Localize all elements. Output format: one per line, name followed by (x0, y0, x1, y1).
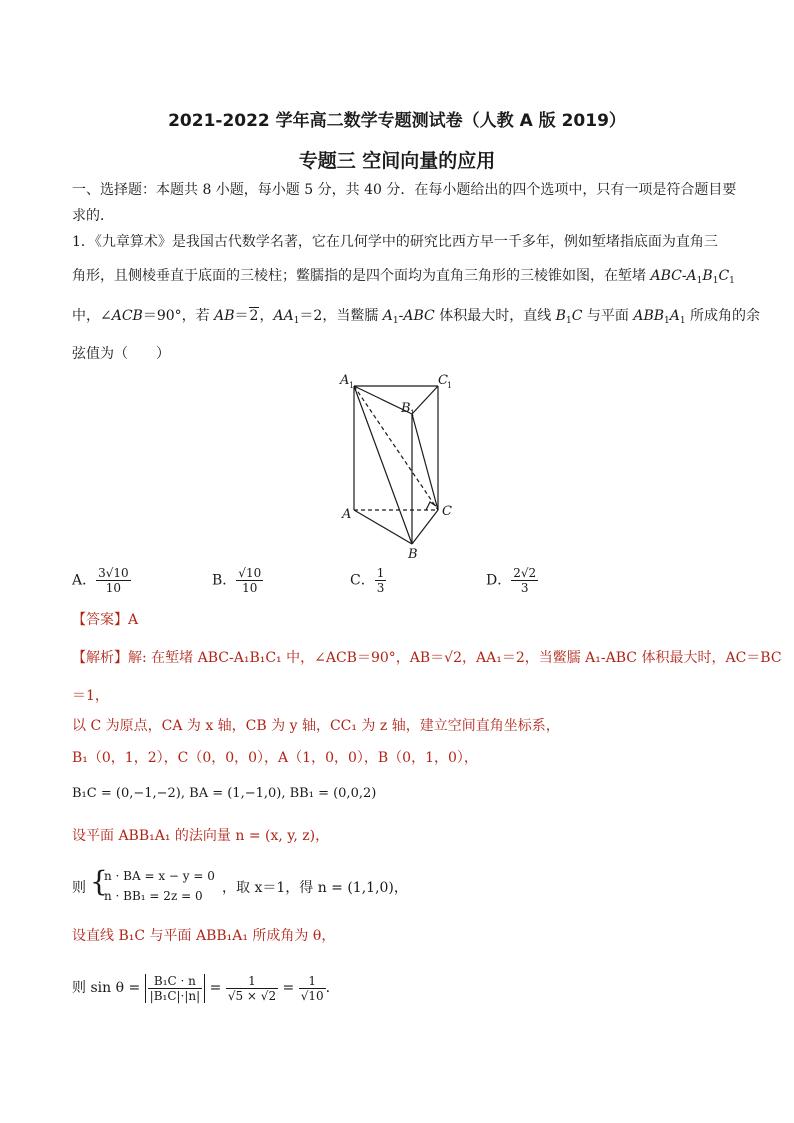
label-a1: A (340, 373, 350, 388)
option-d[interactable]: D． $\frac{2√2}{3}$ (486, 566, 537, 595)
system-bottom: n · BB₁ = 2z = 0 (104, 889, 203, 903)
analysis-sin-formula: 则 sin θ = $\frac{\text{B₁C · n}}{\text{|B₁C|·|n|}}$ = $\frac{1}{√5 \times √2}$ = $\frac{1}{√10}$ . (72, 973, 331, 1003)
question-1-line4: 弦值为（ ） (72, 346, 170, 362)
analysis-angle-def: 设直线 B₁C 与平面 ABB₁A₁ 所成角为 θ， (72, 928, 336, 944)
answer-label: 【答案】A (72, 612, 139, 628)
analysis-vectors: B₁C = (0,−1,−2), BA = (1,−1,0), BB₁ = (0,0,2) (72, 786, 377, 801)
analysis-system (104, 866, 215, 906)
right-angle-mark (426, 502, 436, 510)
page-subtitle: 专题三 空间向量的应用 (298, 150, 496, 172)
edge-b1-c (412, 414, 438, 510)
section-intro-cont: 求的． (72, 208, 114, 224)
label-a1-sub: 1 (349, 381, 355, 390)
option-b[interactable]: B． $\frac{√10}{10}$ (212, 566, 262, 595)
question-1-line2: 角形，且侧棱垂直于底面的三棱柱；鳖臑指的是四个面均为直角三角形的三棱锥如图，在堑堵 ABC-$A_1B_1C_1$ (72, 268, 735, 286)
system-brace: { (90, 865, 108, 898)
question-1-line3: 中，∠ACB＝90°，若 AB＝2，$AA_1=2$，当鳖臑 $A_1$-ABC 体积最大时，直线 $B_1C$ 与平面 $ABB_1A_1$ 所成角的余 (72, 308, 761, 326)
page-title: 2021-2022 学年高二数学专题测试卷（人教 A 版 2019） (168, 111, 626, 131)
analysis-line3: 以 C 为原点，CA 为 x 轴，CB 为 y 轴，CC₁ 为 z 轴，建立空间直角坐标系， (72, 718, 560, 734)
analysis-line1: 【解析】解: 在堑堵 ABC-A₁B₁C₁ 中，∠ACB＝90°，AB＝√2，AA₁＝2，当鳖臑 A₁-ABC 体积最大时，AC＝BC (72, 650, 782, 666)
option-a[interactable]: A． $\frac{3√10}{10}$ (72, 566, 129, 595)
prism-figure (330, 372, 480, 562)
label-b1-sub: 1 (410, 409, 416, 418)
analysis-line4: B₁（0，1，2），C（0，0，0），A（1，0，0），B（0，1，0）， (72, 750, 478, 766)
analysis-take-x: ，取 x＝1，得 n = (1,1,0)， (222, 880, 408, 896)
edge-b1-c1 (412, 386, 438, 414)
analysis-line2: ＝1， (72, 688, 109, 704)
edge-a1-c-hidden (354, 386, 438, 510)
label-b1: B (401, 401, 411, 416)
question-1-line1: 1．《九章算术》是我国古代数学名著，它在几何学中的研究比西方早一千多年，例如堑堵指底面为直角三 (72, 234, 718, 250)
analysis-system-label: 则 (72, 880, 86, 896)
edge-b-c (412, 510, 438, 544)
label-c: C (442, 504, 452, 519)
label-c1: C (438, 373, 448, 388)
edge-a-b (354, 510, 412, 544)
option-c[interactable]: C． $\frac{1}{3}$ (350, 566, 385, 595)
system-top: n · BA = x − y = 0 (104, 869, 215, 883)
label-a: A (342, 507, 352, 522)
label-c1-sub: 1 (447, 381, 453, 390)
section-intro: 一、选择题：本题共 8 小题，每小题 5 分，共 40 分．在每小题给出的四个选项中，只有一项是符合题目要 (72, 182, 737, 198)
label-b: B (408, 547, 418, 562)
analysis-normal-vector: 设平面 ABB₁A₁ 的法向量 n = (x, y, z)， (72, 828, 330, 844)
